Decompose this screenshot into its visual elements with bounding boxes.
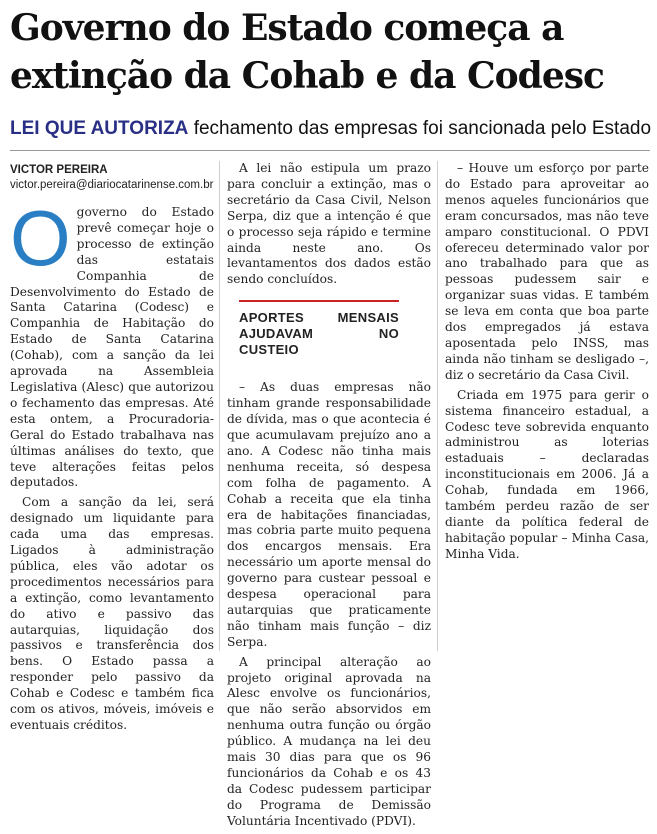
article-paragraph: – As duas empresas não tinham grande responsabilidade de dívida, mas o que acontecia é que acumulavam prejuízo ano a ano. A Codesc não tinha mais nenhuma receita, só despesa com folha de pagamento. A Cohab a receita que ela tinha era de habitações financiadas, mas cobria parte muito pequena dos encargos mensais. Era necessário um aporte mensal do governo para custear pessoal e despesa operacional para autarquias que praticamente não tinham mais função – diz Serpa. — [227, 380, 431, 649]
article-paragraph: A lei não estipula um prazo para concluir a extinção, mas o secretário da Casa Civil, Nelson Serpa, diz que a intenção é que o processo seja rápido e termine ainda neste ano. Os levantamentos dos dados estão sendo concluídos. — [227, 161, 431, 287]
byline-email[interactable]: victor.pereira@diariocatarinense.com.br — [10, 179, 214, 191]
byline-author: VICTOR PEREIRA — [10, 164, 108, 176]
paragraph-text: governo do Estado prevê começar hoje o processo de extinção das estatais Companhia de Desenvolvimento do Estado de Santa Catarina (Codesc) e Companhia de Habitação do Estado de Santa Catarina (Cohab), com a sanção da lei aprovada na Assembleia Legislativa (Alesc) que autorizou o fechamento das empresas. Até esta ontem, a Procuradoria-Geral do Estado trabalhava nas últimas análises do texto, que teve alterações feitas pelos deputados. — [10, 205, 214, 490]
article-column-1 — [10, 161, 214, 738]
dropcap: O — [10, 194, 71, 282]
headline: Governo do Estado começa a extinção da Cohab e da Codesc — [10, 7, 604, 97]
article-column-3 — [445, 161, 649, 567]
intertitle: APORTES MENSAIS AJUDAVAM NO CUSTEIO — [239, 300, 399, 358]
column-divider — [219, 161, 220, 651]
deck — [10, 117, 650, 141]
article-paragraph: Criada em 1975 para gerir o sistema financeiro estadual, a Codesc teve sobrevida enquanto administrou as loterias estaduais – declaradas inconstitucionais em 2006. Já a Cohab, fundada em 1966, também perdeu razão de ser diante da política federal de habitação popular – Minha Casa, Minha Vida. — [445, 387, 649, 561]
article-column-2 — [227, 161, 431, 834]
article-paragraph: A principal alteração ao projeto original aprovada na Alesc envolve os funcionários, que não serão absorvidos em nenhuma outra função ou órgão público. A mudança na lei deu mais 30 dias para que os 96 funcionários da Cohab e os 43 da Codesc pudessem participar do Programa de Demissão Voluntária Incentivado (PDVI). — [227, 654, 431, 828]
article-paragraph — [10, 194, 214, 491]
article-paragraph: Com a sanção da lei, será designado um liquidante para cada uma das empresas. Ligados à administração pública, eles vão adotar os procedimentos necessários para a extinção, como levantamento do ativo e passivo das autarquias, liquidação dos passivos e transferência dos bens. O Estado passa a responder pelo passivo da Cohab e Codesc e também fica com os ativos, móveis, imóveis e eventuais créditos. — [10, 495, 214, 732]
column-divider — [437, 161, 438, 651]
deck-kicker: LEI QUE AUTORIZA — [10, 118, 189, 139]
headline-rule — [10, 150, 650, 151]
article-paragraph: – Houve um esforço por parte do Estado para aproveitar ao menos aqueles funcionários que eram concursados, mas não teve amparo constitucional. O PDVI ofereceu determinado valor por ano trabalhado para que as pessoas pudessem sair e organizar suas vidas. E também se leva em conta que boa parte dos empregados já estava aposentada pelo INSS, mas ainda não tinham se desligado –, diz o secretário da Casa Civil. — [445, 161, 649, 382]
deck-text: fechamento das empresas foi sancionada pelo Estado — [193, 118, 652, 139]
